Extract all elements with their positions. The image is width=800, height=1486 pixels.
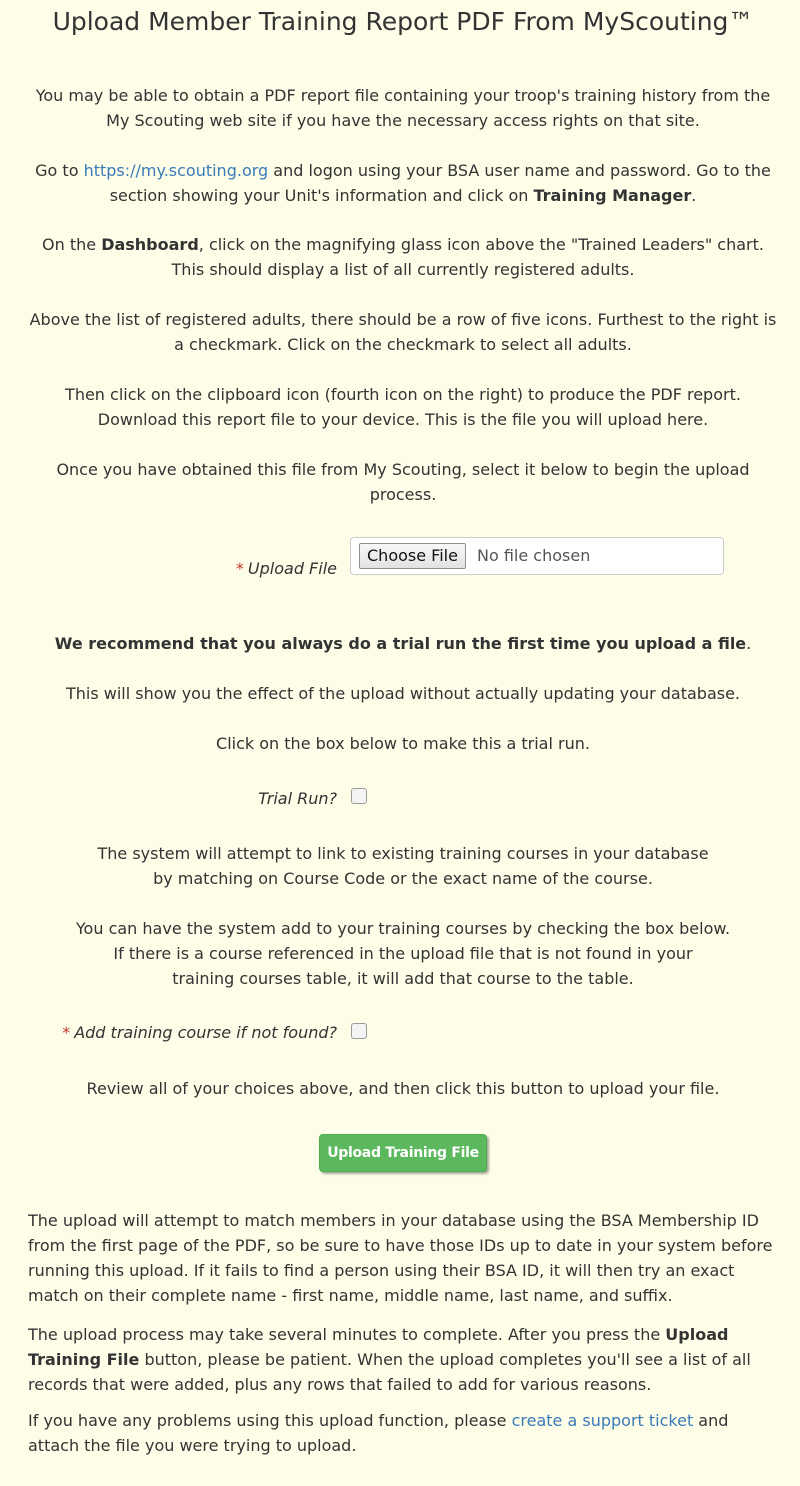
file-status-text: No file chosen	[477, 546, 591, 565]
trial-recommendation	[0, 631, 800, 656]
intro-paragraph-3	[0, 232, 800, 282]
intro-text	[0, 183, 800, 208]
intro-text	[0, 232, 800, 257]
note-paragraph-1	[28, 1208, 780, 1308]
upload-training-file-term: Upload Training File	[28, 1325, 729, 1369]
note-text: button, please be patient. When the upload completes you'll see a list of all records that were added, plus any rows that failed to add for various reasons.	[28, 1350, 751, 1394]
intro-text: You may be able to obtain a PDF report file containing your troop's training history from the	[35, 86, 771, 105]
my-scouting-link[interactable]: https://my.scouting.org	[83, 161, 269, 180]
intro-text: .	[691, 186, 697, 205]
intro-text: a checkmark. Click on the checkmark to select all adults.	[174, 335, 632, 354]
note-paragraph-2	[28, 1322, 780, 1397]
recommend-end: .	[746, 634, 752, 653]
intro-text: Go to	[35, 161, 84, 180]
note-text: If you have any problems using this upload function, please	[28, 1411, 512, 1430]
recommend-text	[0, 631, 800, 656]
intro-text: Download this report file to your device. This is the file you will upload here.	[97, 410, 709, 429]
note-text	[28, 1322, 780, 1397]
add-course-checkbox[interactable]	[351, 1023, 367, 1039]
dashboard-term: Dashboard	[101, 235, 199, 254]
intro-text	[0, 158, 800, 183]
upload-file-label	[180, 558, 337, 580]
intro-text: My Scouting web site if you have the necessary access rights on that site.	[106, 111, 700, 130]
intro-text: Above the list of registered adults, there should be a row of five icons. Furthest to the right is	[29, 310, 777, 329]
upload-file-input[interactable]	[350, 537, 724, 575]
course-link-paragraph	[0, 841, 800, 891]
add-course-label-text: Add training course if not found?	[74, 1023, 337, 1042]
choose-file-button[interactable]: Choose File	[359, 543, 466, 569]
review-text-line: Review all of your choices above, and then click this button to upload your file.	[86, 1079, 720, 1098]
intro-text: process.	[369, 485, 437, 504]
intro-text: , click on the magnifying glass icon above the "Trained Leaders" chart.	[198, 235, 764, 254]
note-text: The upload process may take several minutes to complete. After you press the	[28, 1325, 666, 1344]
intro-paragraph-6	[0, 457, 800, 507]
review-text	[0, 1076, 800, 1101]
click-text: Click on the box below to make this a trial run.	[216, 734, 590, 753]
trial-effect-text	[0, 681, 800, 706]
intro-text: On the	[42, 235, 102, 254]
note-paragraph-3	[28, 1408, 780, 1458]
intro-text: Then click on the clipboard icon (fourth icon on the right) to produce the PDF report.	[65, 385, 741, 404]
recommend-bold: We recommend that you always do a trial run the first time you upload a file	[54, 634, 747, 653]
note-text	[28, 1408, 780, 1458]
intro-paragraph-2	[0, 158, 800, 208]
note-text: The upload will attempt to match members in your database using the BSA Membership ID from the first page of the PDF, so be sure to have those IDs up to date in your system before running this upload. If it fails to find a person using their BSA ID, it will then try an exact match on their complete name - first name, middle name, last name, and suffix.	[28, 1211, 773, 1305]
course-text: If there is a course referenced in the upload file that is not found in your	[113, 944, 693, 963]
course-text: training courses table, it will add that course to the table.	[172, 969, 634, 988]
note-text: and attach the file you were trying to upload.	[28, 1411, 729, 1455]
upload-file-label-text: Upload File	[247, 559, 337, 578]
intro-text: section showing your Unit's information and click on	[109, 186, 534, 205]
course-add-paragraph	[0, 916, 800, 991]
trial-run-label: Trial Run?	[258, 789, 337, 808]
course-text: The system will attempt to link to existing training courses in your database	[97, 844, 709, 863]
course-text: You can have the system add to your training courses by checking the box below.	[75, 919, 731, 938]
upload-training-file-button[interactable]: Upload Training File	[319, 1134, 487, 1172]
page-title: Upload Member Training Report PDF From MyScouting™	[52, 7, 754, 36]
training-manager-term: Training Manager	[533, 186, 692, 205]
course-text: by matching on Course Code or the exact name of the course.	[153, 869, 653, 888]
intro-text: This should display a list of all currently registered adults.	[171, 260, 635, 279]
intro-text: Once you have obtained this file from My Scouting, select it below to begin the upload	[56, 460, 750, 479]
effect-text: This will show you the effect of the upload without actually updating your database.	[65, 684, 741, 703]
required-marker: *	[235, 559, 244, 578]
trial-click-text	[0, 731, 800, 756]
required-marker: *	[62, 1023, 71, 1042]
trial-run-checkbox[interactable]	[351, 788, 367, 804]
support-ticket-link[interactable]: create a support ticket	[511, 1411, 694, 1430]
intro-paragraph-1	[0, 83, 800, 133]
add-course-label	[40, 1022, 337, 1044]
intro-paragraph-5	[0, 382, 800, 432]
intro-paragraph-4	[0, 307, 800, 357]
intro-text: and logon using your BSA user name and password. Go to the	[268, 161, 771, 180]
